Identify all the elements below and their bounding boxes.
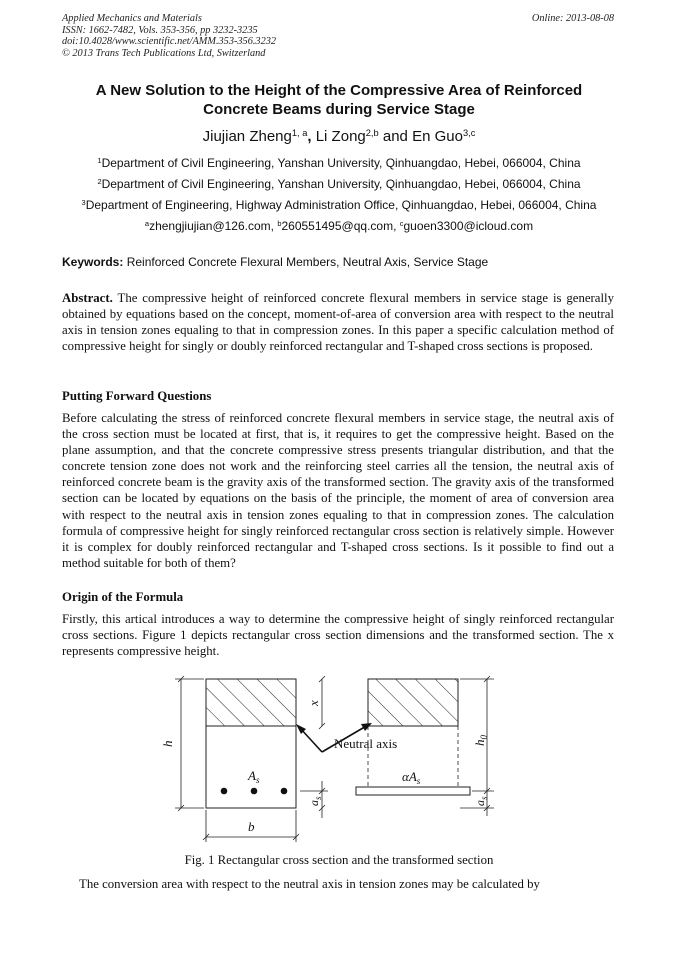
affiliation-superscript: 3: [81, 197, 86, 207]
neutral-axis-label: Neutral axis: [334, 736, 398, 751]
h-label: h: [160, 740, 175, 747]
h-dimension: [175, 676, 204, 811]
rectangular-section: [206, 679, 296, 808]
figure-1: [0, 660, 678, 850]
As-sub: s: [416, 776, 421, 786]
email-superscript: c: [399, 218, 404, 228]
author-name: Jiujian Zheng: [202, 128, 292, 145]
affiliation-text: Department of Civil Engineering, Yanshan University, Qinhuangdao, Hebei, 066004, China: [101, 177, 581, 191]
transformed-steel-strip: [356, 787, 470, 795]
b-label: b: [248, 819, 255, 834]
email-superscript: a: [144, 218, 150, 228]
email-superscript: b: [277, 218, 282, 228]
abstract-label: Abstract.: [62, 291, 113, 305]
section-body: Before calculating the stress of reinforced concrete flexural members in service stage, the neutral axis of the cross section must be located at first, that is, it requires to get the compressive height. Based on the plane assumption, and that the concrete compressive stress presents triangular distribution, and that the concrete tension zone does not work and the reinforcing steel carries all the tension, the neutral axis of reinforced concrete beam is the gravity axis of the transformed section. The gravity axis of the transformed section can be located by equations on the basis of the principle, the moment of area of conversion area with respect to the neutral axis in tension zones equaling to that in compression zones. The calculation formula of compressive height for singly reinforced rectangular cross section is relatively simple. However it is complex for doubly reinforced rectangular and T-shaped cross sections. Is it possible to find out a method suitable for both of them?: [62, 411, 614, 570]
copyright-line: © 2013 Trans Tech Publications Ltd, Switzerland: [62, 47, 266, 59]
alpha-As-label: [402, 769, 421, 786]
affiliation-text: Department of Civil Engineering, Yanshan University, Qinhuangdao, Hebei, 066004, China: [101, 156, 581, 170]
rebar-dot: [251, 788, 258, 795]
author-separator: and: [378, 128, 413, 145]
As-label: [247, 768, 260, 785]
affiliation-1: [40, 156, 638, 170]
paper-title: A New Solution to the Height of the Compressive Area of Reinforced Concrete Beams during Service Stage: [95, 82, 583, 118]
author-superscript: 3,c: [462, 127, 476, 138]
section-heading: Origin of the Formula: [62, 590, 184, 604]
alpha: α: [402, 769, 409, 784]
compression-zone-hatch: [206, 679, 296, 726]
arrowhead-right: [361, 723, 372, 731]
abstract: [62, 290, 614, 354]
affiliation-text: Department of Engineering, Highway Administration Office, Qinhuangdao, Hebei, 066004, China: [85, 198, 597, 212]
journal-name: Applied Mechanics and Materials: [62, 13, 202, 24]
author-superscript: 1, a: [291, 127, 308, 138]
email-line: $^a$zhengjiujian@126.com, $^b$260551495@qq.com, $^c$guoen3300@icloud.com: [144, 218, 534, 233]
as-label-left: [307, 796, 323, 806]
affiliation-superscript: 2: [97, 176, 102, 186]
rebar-dot: [221, 788, 228, 795]
section-heading: Putting Forward Questions: [62, 389, 212, 403]
affiliation-3: [40, 198, 638, 212]
email-address[interactable]: 260551495@qq.com: [281, 219, 394, 233]
author-name: En Guo: [412, 128, 463, 145]
As-sub: s: [255, 775, 260, 785]
keywords-text: Reinforced Concrete Flexural Members, Neutral Axis, Service Stage: [126, 255, 489, 269]
as-sub: s: [313, 796, 323, 800]
as-label-right: [473, 796, 489, 806]
author-name: Li Zong: [315, 128, 366, 145]
journal-metadata: [62, 13, 276, 59]
online-date: Online: 2013-08-08: [531, 13, 614, 24]
compression-zone-hatch: [368, 679, 458, 726]
As-main: A: [248, 768, 256, 783]
As-main: A: [408, 769, 417, 784]
h0-main: h: [472, 739, 487, 746]
as-sub: s: [479, 796, 489, 800]
keywords-label: Keywords:: [62, 255, 124, 269]
figure-caption: Fig. 1 Rectangular cross section and the transformed section: [184, 853, 494, 867]
affiliation-superscript: 1: [97, 155, 102, 165]
email-address[interactable]: guoen3300@icloud.com: [403, 219, 534, 233]
as-main: a: [307, 800, 321, 806]
h0-sub: 0: [479, 735, 489, 740]
issn-line: ISSN: 1662-7482, Vols. 353-356, pp 3232-3235: [62, 24, 258, 36]
email-address[interactable]: zhengjiujian@126.com: [149, 219, 271, 233]
as-main: a: [473, 800, 487, 806]
x-label: x: [306, 700, 321, 706]
abstract-text: The compressive height of reinforced concrete flexural members in service stage is generally obtained by equations based on the concept, moment-of-area of conversion area with respect to the neutral axis in tension zones equaling to that in compression zones. In this paper a specific calculation method of compressive height for singly or doubly reinforced rectangular and T-shaped cross sections is proposed.: [62, 291, 614, 354]
section-body: Firstly, this artical introduces a way to determine the compressive height of singly reinforced rectangular cross sections. Figure 1 depicts rectangular cross section dimensions and the transformed section. The x represents compressive height.: [62, 612, 614, 659]
author-separator: ,: [307, 128, 316, 145]
author-list: [62, 128, 616, 145]
doi-line: doi:10.4028/www.scientific.net/AMM.353-356.3232: [62, 36, 277, 48]
affiliation-2: [40, 177, 638, 191]
keywords: [62, 255, 488, 269]
author-superscript: 2,b: [365, 127, 379, 138]
rebar-dot: [281, 788, 288, 795]
closing-text: The conversion area with respect to the neutral axis in tension zones may be calculated by: [79, 877, 540, 891]
h0-label: [472, 735, 489, 747]
